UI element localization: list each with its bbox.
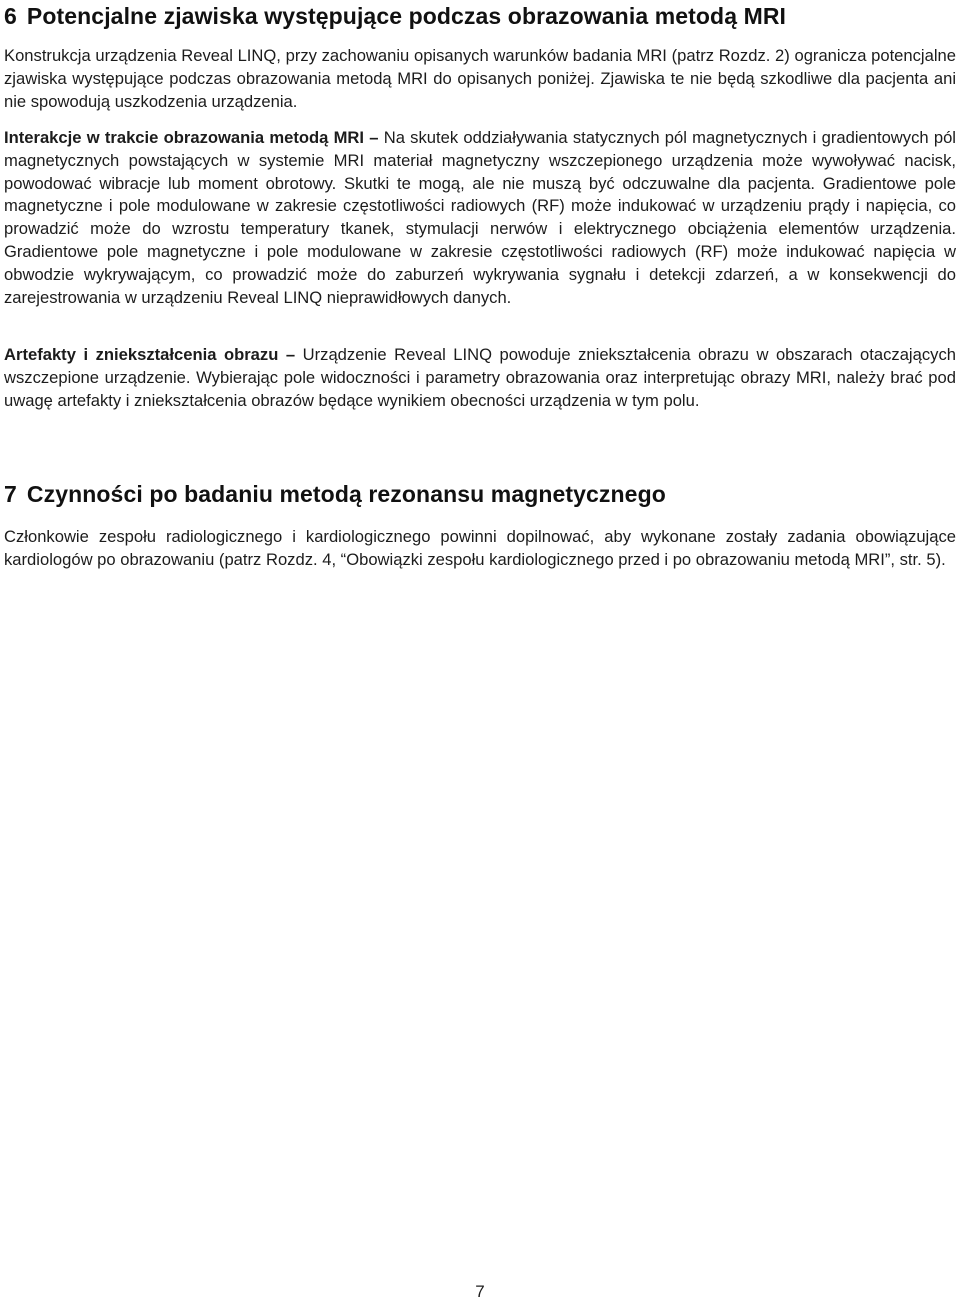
- section-7-number: 7: [4, 481, 17, 507]
- image-artifacts-paragraph: [4, 344, 956, 412]
- section-6-title: Potencjalne zjawiska występujące podczas obrazowania metodą MRI: [26, 3, 787, 29]
- section-6-number: 6: [4, 3, 17, 29]
- mri-interactions-paragraph: [4, 127, 956, 309]
- image-artifacts-body: Urządzenie Reveal LINQ powoduje zniekształcenia obrazu w obszarach otaczających wszczepione urządzenie. Wybierając pole widoczności i parametry obrazowania oraz interpretując obrazy MRI, należy brać pod uwagę artefakty i zniekształcenia obrazów będące wynikiem obecności urządzenia w tym polu.: [4, 345, 956, 410]
- mri-interactions-heading: Interakcje w trakcie obrazowania metodą MRI –: [4, 128, 379, 147]
- image-artifacts-heading: Artefakty i zniekształcenia obrazu –: [4, 345, 296, 364]
- section-7-heading: [4, 480, 666, 508]
- section-6-intro-paragraph: Konstrukcja urządzenia Reveal LINQ, przy zachowaniu opisanych warunków badania MRI (patrz Rozdz. 2) ogranicza potencjalne zjawiska występujące podczas obrazowania metodą MRI do opisanych poniżej. Zjawiska te nie będą szkodliwe dla pacjenta ani nie spowodują uszkodzenia urządzenia.: [4, 46, 956, 111]
- document-page: [4, 0, 958, 1302]
- section-6-heading: [4, 2, 786, 30]
- mri-interactions-body: Na skutek oddziaływania statycznych pól magnetycznych i gradientowych pól magnetycznych powstających w systemie MRI materiał magnetyczny wszczepionego urządzenia może wywoływać nacisk, powodować wibracje lub moment obrotowy. Skutki te mogą, ale nie muszą być odczuwalne dla pacjenta. Gradientowe pole magnetyczne i pole modulowane w zakresie częstotliwości radiowych (RF) może indukować w urządzeniu prądy i napięcia, co prowadzić może do wzrostu temperatury tkanek, stymulacji nerwów i elektrycznego obciążenia elementów urządzenia. Gradientowe pole magnetyczne i pole modulowane w zakresie częstotliwości radiowych (RF) może indukować napięcia w obwodzie wykrywającym, co prowadzić może do zaburzeń wykrywania sygnału i detekcji zdarzeń, a w konsekwencji do zarejestrowania w urządzeniu Reveal LINQ nieprawidłowych danych.: [4, 128, 956, 307]
- page-number: 7: [475, 1282, 485, 1301]
- section-7-paragraph: Członkowie zespołu radiologicznego i kardiologicznego powinni dopilnować, aby wykonane zostały zadania obowiązujące kardiologów po obrazowaniu (patrz Rozdz. 4, “Obowiązki zespołu kardiologicznego przed i po obrazowaniu metodą MRI”, str. 5).: [4, 527, 956, 569]
- section-7-title: Czynności po badaniu metodą rezonansu magnetycznego: [26, 481, 666, 507]
